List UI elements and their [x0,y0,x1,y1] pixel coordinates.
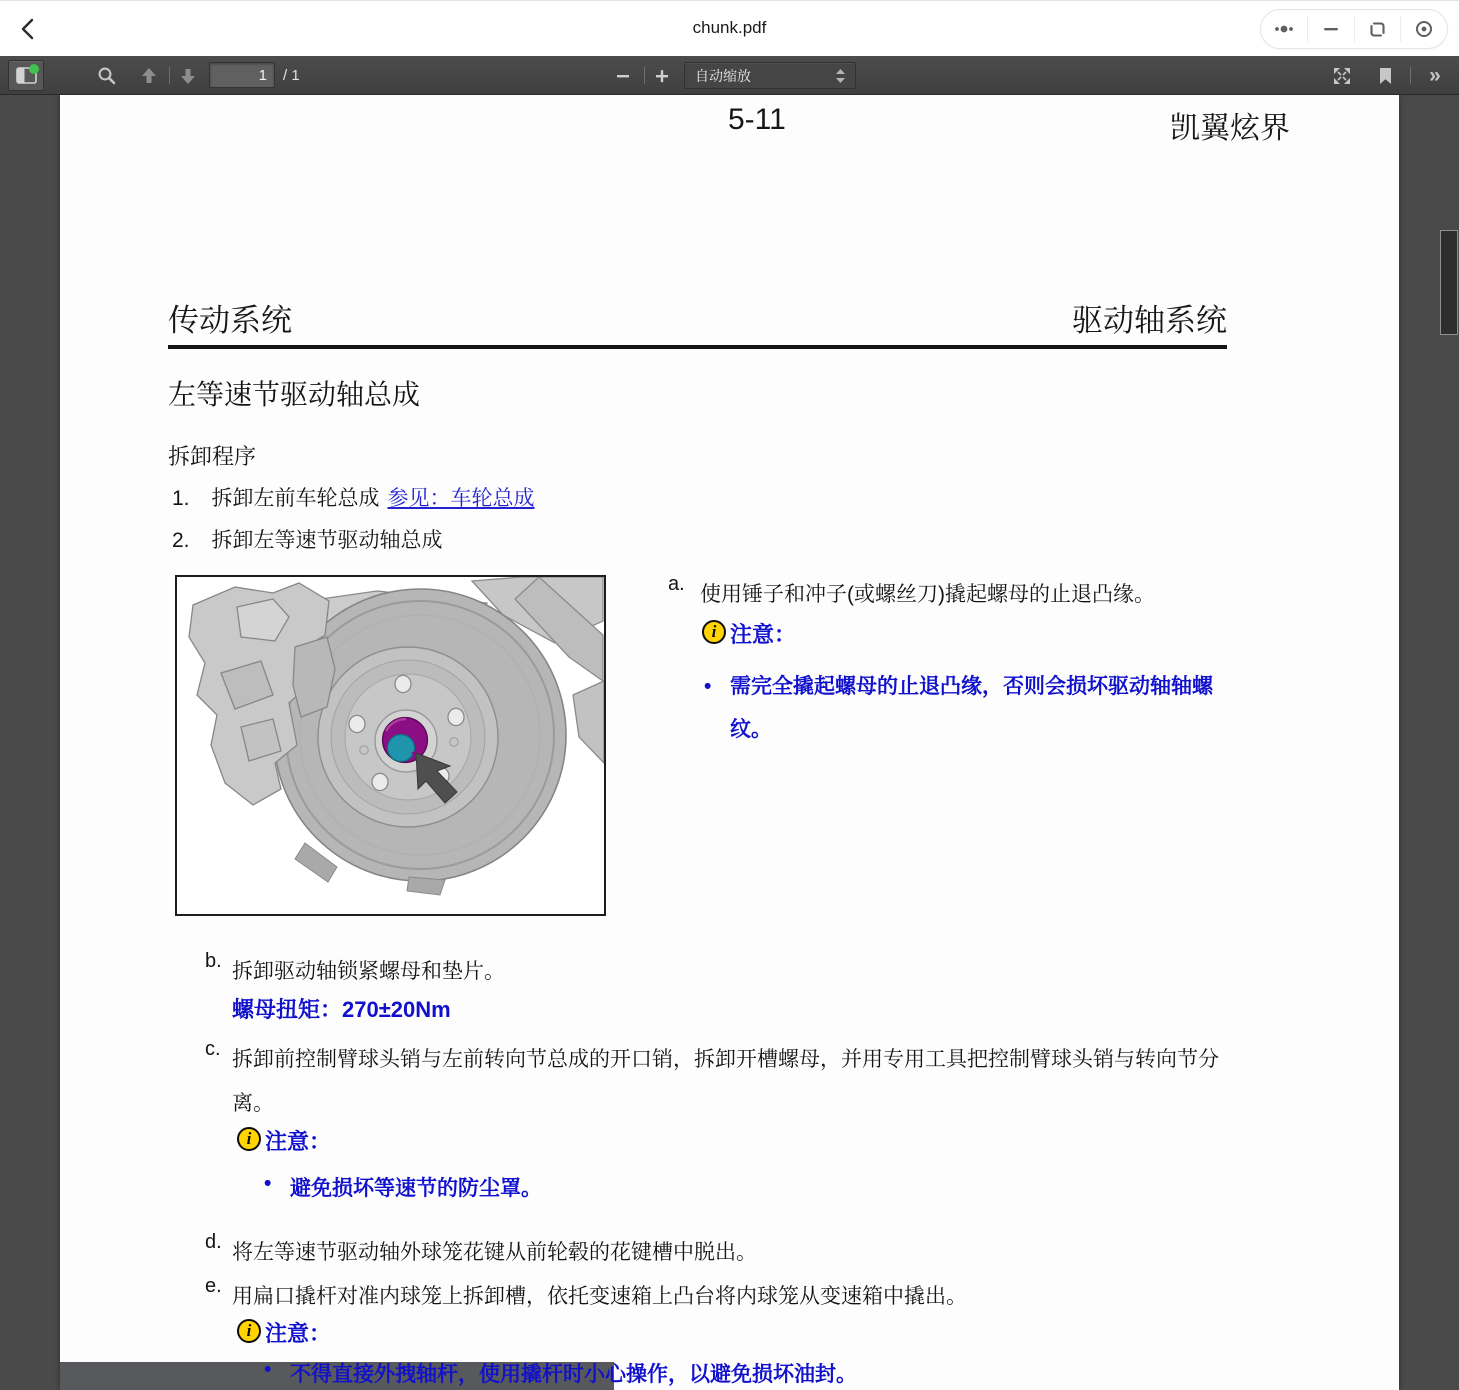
pdf-viewer-area [0,95,1459,1390]
step-item [172,477,535,521]
torque-spec: 螺母扭矩：270±20Nm [232,997,451,1022]
section-title-left: 传动系统 [168,303,292,338]
note-bullet: • 不得直接外拽轴杆，使用撬杆时小心操作，以避免损坏油封。 [290,1358,1190,1388]
substep-label: c. [205,1038,221,1060]
note-title: 注意： [265,1129,332,1154]
previous-page-button[interactable] [133,60,165,91]
divider [644,67,645,84]
more-tools-button[interactable] [1418,60,1452,91]
page-header-number: 5-11 [728,103,786,136]
substep-label: b. [205,950,222,972]
brake-disc-figure [175,575,606,916]
substep-label: e. [205,1275,222,1297]
next-page-button[interactable] [172,60,204,91]
zoom-out-button[interactable] [608,60,638,91]
substep-text: 将左等速节驱动轴外球笼花键从前轮毂的花键槽中脱出。 [232,1241,757,1264]
search-icon [97,66,116,85]
info-icon: i [237,1319,261,1343]
minus-icon [615,68,631,84]
titlebar [0,0,1459,56]
pdf-toolbar [0,56,1459,95]
page-total-label: / 1 [283,67,300,84]
note-bullet: • 需完全撬起螺母的止退凸缘，否则会损坏驱动轴轴螺纹。 [730,665,1222,751]
plus-icon [654,68,670,84]
double-chevron-icon: » [1429,64,1441,87]
pdf-page [60,95,1399,1390]
procedure-title: 拆卸程序 [168,444,257,469]
zoom-in-button[interactable] [647,60,677,91]
toggle-sidebar-button[interactable] [8,60,44,91]
note-title: 注意： [730,622,797,647]
assembly-title: 左等速节驱动轴总成 [168,379,421,410]
info-icon: i [702,620,726,644]
step-text: 拆卸左前车轮总成 [211,487,380,510]
presentation-mode-button[interactable] [1326,60,1358,91]
substep-text: 拆卸前控制臂球头销与左前转向节总成的开口销，拆卸开槽螺母，并用专用工具把控制臂球头销与转向节分离。 [232,1048,1219,1115]
section-rule [168,345,1227,349]
divider [1410,67,1411,84]
brake-disc-hub-illustration [177,577,604,914]
expand-icon [1333,67,1351,85]
bookmark-icon [1378,67,1393,85]
substep-text: 拆卸驱动轴锁紧螺母和垫片。 [232,960,505,983]
page-header-brand: 凯翼炫界 [1170,112,1290,145]
info-icon: i [237,1127,261,1151]
substep-text: 使用锤子和冲子(或螺丝刀)撬起螺母的止退凸缘。 [700,583,1155,606]
step-text: 拆卸左等速节驱动轴总成 [211,529,443,552]
wheel-assembly-link[interactable]: 参见：车轮总成 [387,487,535,510]
vertical-scrollbar-thumb[interactable] [1440,230,1458,335]
step-item [172,519,443,563]
find-button[interactable] [90,60,122,91]
restore-icon[interactable] [1355,10,1401,48]
zoom-scale-value: 自动缩放 [695,67,751,84]
zoom-scale-select[interactable] [684,62,856,89]
step-number: 2. [172,529,190,552]
minimize-icon[interactable] [1308,10,1354,48]
lock-nut-flange [388,735,415,762]
substep-text: 用扁口撬杆对准内球笼上拆卸槽，依托变速箱上凸台将内球笼从变速箱中撬出。 [232,1285,967,1308]
step-number: 1. [172,487,190,510]
notification-dot [29,64,39,74]
target-icon[interactable] [1401,10,1447,48]
more-dots-icon[interactable] [1261,10,1307,48]
select-updown-icon [836,69,845,83]
substep-label: a. [668,573,685,595]
substep-label: d. [205,1231,222,1253]
note-bullet: • 避免损坏等速节的防尘罩。 [290,1172,1190,1202]
document-title: chunk.pdf [692,18,767,37]
section-title-right: 驱动轴系统 [1072,303,1227,338]
page-number-input[interactable] [209,62,275,88]
note-title: 注意： [265,1321,332,1346]
arrow-down-icon [179,67,197,85]
arrow-up-icon [140,67,158,85]
divider [169,67,170,84]
window-controls [1260,9,1448,49]
bookmark-button[interactable] [1369,60,1401,91]
